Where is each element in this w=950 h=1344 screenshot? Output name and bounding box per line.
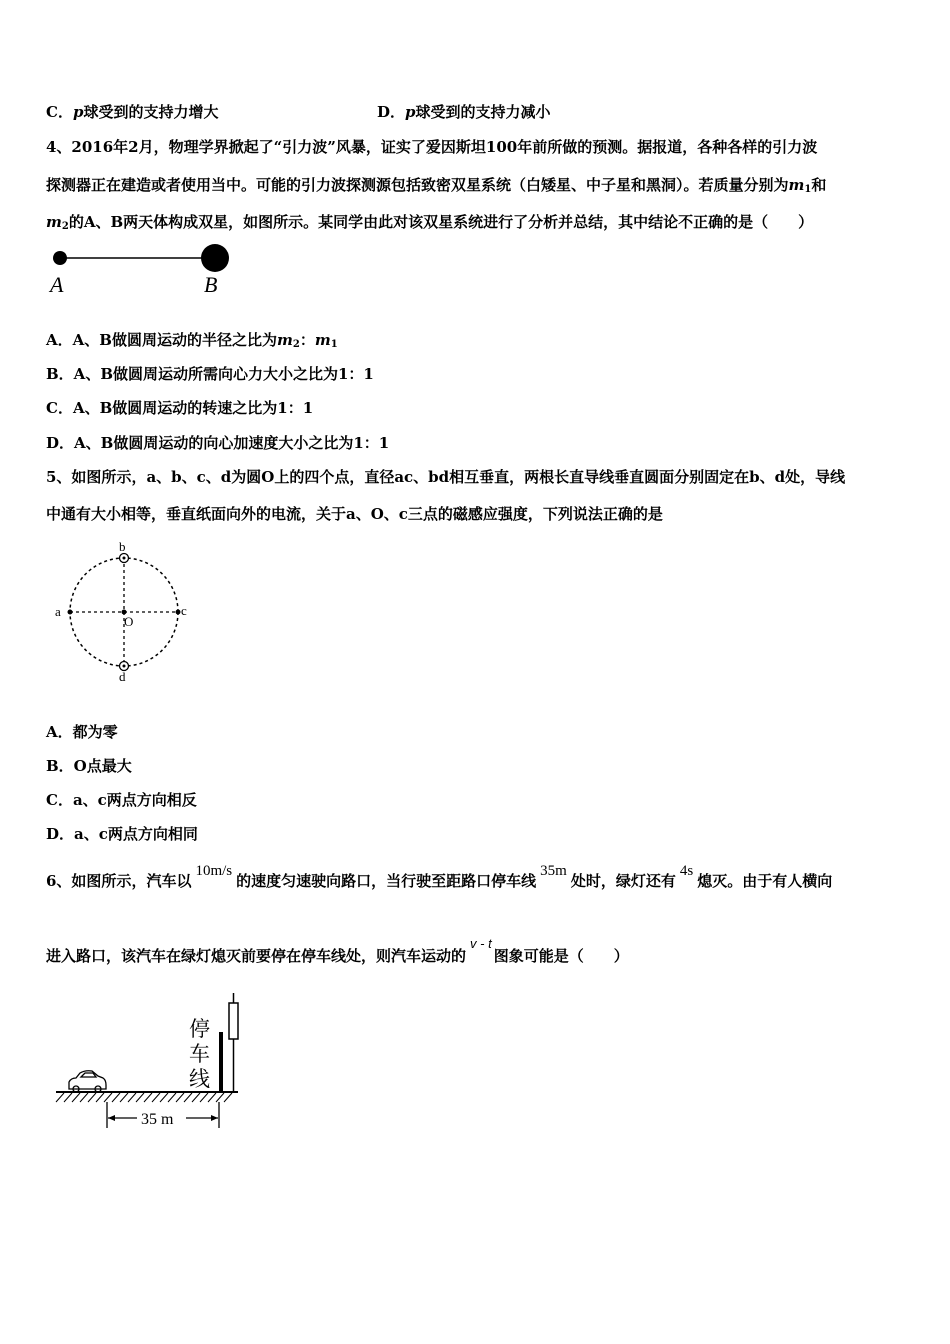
q5-option-d: D．a、c两点方向相同	[46, 825, 198, 843]
q6-seg4: 熄灭。由于有人横向	[697, 872, 833, 890]
q5-point-c	[176, 610, 181, 615]
q5-stem-line2: 中通有大小相等，垂直纸面向外的电流，关于a、O、c三点的磁感应强度，下列说法正确的是	[46, 505, 663, 523]
q5-circle-figure	[50, 538, 200, 688]
q5-label-b: b	[119, 539, 126, 554]
q4-option-d: D．A、B做圆周运动的向心加速度大小之比为1：1	[46, 434, 390, 452]
q6-stem-line2	[46, 936, 629, 966]
q6-seg1: 6、如图所示，汽车以	[46, 872, 192, 890]
q5-option-b: B．O点最大	[46, 757, 132, 775]
q4-option-a-text: A．A、B做圆周运动的半径之比为	[46, 331, 277, 349]
q6-seg3: 处时，绿灯还有	[570, 872, 676, 890]
q4-option-a-colon: ：	[299, 331, 315, 349]
q6-traffic-light	[229, 1003, 238, 1039]
q6-ground-hatching	[56, 1093, 232, 1102]
q6-distance: 35m	[540, 863, 567, 879]
q4-stem-line2-text: 探测器正在建造或者使用当中。可能的引力波探测源包括致密双星系统（白矮星、中子星和黑洞）。若质量分别为	[46, 176, 789, 194]
q4-option-b: B．A、B做圆周运动所需向心力大小之比为1：1	[46, 365, 374, 383]
q3-option-d-prefix: D．	[377, 103, 406, 121]
q4-option-a-m2: m	[276, 331, 293, 349]
q6-line2-b: 图象可能是（ ）	[493, 947, 629, 965]
q4-star-a	[53, 251, 67, 265]
q5-point-a	[68, 610, 73, 615]
q5-wire-d-dot	[123, 665, 126, 668]
q4-option-a	[46, 329, 338, 350]
q6-speed: 10m/s	[195, 863, 233, 879]
q5-wire-b-dot	[123, 557, 126, 560]
q4-mass-m1: m	[788, 176, 805, 194]
q4-option-a-sub2: 2	[292, 339, 300, 350]
q6-dim-arrow-right	[211, 1115, 218, 1121]
q6-sign-char-2: 车	[189, 1042, 210, 1066]
q4-stem-line3	[46, 211, 813, 232]
q4-stem-line2-tail: 和	[811, 176, 827, 194]
q6-stem-line1	[46, 863, 833, 891]
q6-sign-char-1: 停	[189, 1017, 210, 1041]
q6-road-figure	[52, 990, 252, 1135]
q4-label-b: B	[204, 272, 218, 297]
q5-label-d: d	[119, 669, 126, 684]
q5-label-c: c	[181, 603, 187, 618]
q6-car-icon	[69, 1071, 106, 1092]
q4-stem-line3-text: 的A、B两天体构成双星，如图所示。某同学由此对该双星系统进行了分析并总结，其中结论不正确的是（ ）	[68, 213, 814, 231]
q4-binary-star-figure	[40, 238, 240, 298]
q4-mass-m2-sub: 2	[61, 221, 69, 232]
q6-seg2: 的速度匀速驶向路口，当行驶至距路口停车线	[236, 872, 537, 890]
q4-option-c: C．A、B做圆周运动的转速之比为1：1	[46, 399, 314, 417]
q6-vt-label: v - t	[470, 936, 492, 951]
q3-option-d-text: 球受到的支持力减小	[415, 103, 551, 121]
q3-option-d-var: p	[405, 103, 416, 121]
q3-option-c-prefix: C．	[46, 103, 73, 121]
q3-option-c-text: 球受到的支持力增大	[83, 103, 219, 121]
q4-mass-m1-sub: 1	[804, 184, 812, 195]
q4-stem-line2	[46, 174, 826, 195]
q5-label-a: a	[55, 604, 61, 619]
q4-stem-line1: 4、2016年2月，物理学界掀起了“引力波”风暴，证实了爱因斯坦100年前所做的预测。据报道，各种各样的引力波	[46, 138, 818, 156]
q3-option-c	[46, 101, 218, 122]
q6-sign-char-3: 线	[189, 1067, 210, 1091]
q5-option-c: C．a、c两点方向相反	[46, 791, 197, 809]
q4-mass-m2: m	[46, 213, 62, 231]
q6-dim-arrow-left	[108, 1115, 115, 1121]
q5-stem-line1: 5、如图所示，a、b、c、d为圆O上的四个点，直径ac、bd相互垂直，两根长直导线垂直圆面分别固定在b、d处，导线	[46, 468, 846, 486]
q5-option-a: A．都为零	[46, 723, 118, 741]
q6-line2-a: 进入路口，该汽车在绿灯熄灭前要停在停车线处，则汽车运动的	[46, 947, 467, 965]
q3-option-c-var: p	[72, 103, 84, 121]
q4-label-a: A	[50, 272, 64, 297]
q4-option-a-sub1: 1	[330, 339, 338, 350]
q6-dim-label: 35 m	[141, 1111, 174, 1128]
q4-option-a-m1: m	[314, 331, 331, 349]
q3-option-d	[377, 101, 551, 122]
q6-time: 4s	[679, 863, 694, 879]
q4-star-b	[201, 244, 229, 272]
q5-label-o: O	[124, 614, 134, 629]
